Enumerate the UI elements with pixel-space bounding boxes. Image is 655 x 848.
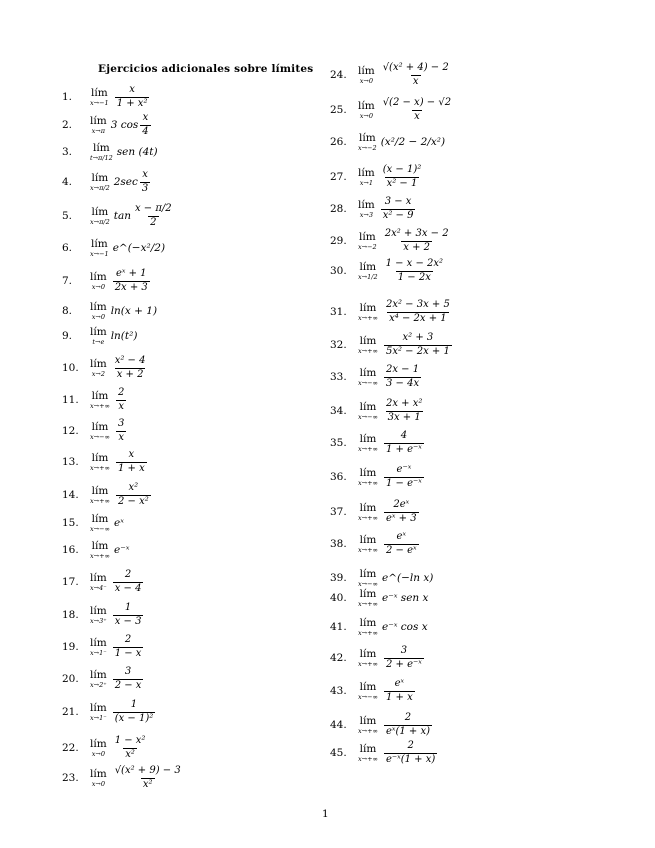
denominator: 2 − x² [117, 495, 149, 507]
limit-operator: lím x→+∞ [358, 534, 378, 554]
limit-subscript: x→−2 [358, 143, 377, 152]
limit-operator: lím x→3⁺ [90, 605, 107, 625]
exercise-number: 3. [62, 146, 73, 158]
expression: eˣ [113, 517, 124, 529]
expression: 3 cos [110, 119, 139, 131]
denominator: eˣ + 3 [385, 512, 417, 524]
limit-subscript: x→+∞ [358, 313, 378, 322]
denominator: x + 2 [116, 368, 144, 380]
fraction [384, 333, 452, 357]
expression: e⁻ˣ sen x [381, 592, 429, 604]
exercise-number: 44. [330, 719, 347, 731]
numerator: 2x² − 3x + 5 [385, 299, 450, 310]
limit-operator: lím x→π/2 [90, 206, 110, 226]
exercise-number: 41. [330, 621, 347, 633]
exercise-number: 43. [330, 685, 347, 697]
page-number: 1 [322, 808, 329, 820]
exercise-number: 6. [62, 242, 73, 254]
exercise-13 [62, 447, 149, 477]
numerator: 3 [117, 418, 125, 429]
fraction [384, 259, 446, 283]
numerator: √(x² + 9) − 3 [114, 765, 181, 776]
denominator: 4 [142, 125, 149, 137]
numerator: 2x² + 3x − 2 [384, 228, 449, 239]
exercise-41 [330, 612, 428, 642]
limit-subscript: x→+∞ [358, 444, 378, 453]
exercise-number: 20. [62, 673, 79, 685]
denominator: 2 [150, 216, 157, 228]
limit-operator: lím x→π/2 [90, 172, 110, 192]
exercise-number: 26. [330, 136, 347, 148]
limit-subscript: x→−∞ [358, 412, 378, 421]
limit-operator: lím x→0 [358, 100, 375, 120]
limit-subscript: t→e [92, 337, 105, 346]
limit-operator: lím x→−2 [358, 132, 377, 152]
limit-subscript: x→+∞ [90, 551, 110, 560]
exercise-number: 19. [62, 641, 79, 653]
limit-operator: lím x→−1 [90, 87, 109, 107]
fraction [116, 483, 151, 507]
numerator: √(2 − x) − √2 [382, 97, 452, 108]
limit-subscript: x→0 [359, 76, 373, 85]
exercise-40 [330, 579, 429, 613]
limit-operator: lím x→+∞ [90, 540, 110, 560]
limit-operator: lím x→+∞ [358, 743, 378, 763]
exercise-number: 14. [62, 489, 79, 501]
limit-subscript: x→3⁺ [90, 616, 107, 625]
denominator: x + 2 [403, 241, 430, 253]
fraction [384, 532, 419, 556]
exercise-number: 9. [62, 330, 73, 342]
limit-operator: lím x→+∞ [358, 648, 378, 668]
limit-subscript: x→+∞ [90, 496, 110, 505]
limit-subscript: x→2 [91, 369, 105, 378]
fraction [381, 165, 424, 189]
limit-subscript: x→+∞ [358, 754, 378, 763]
expression: e⁻ˣ [113, 544, 130, 556]
exercise-21 [62, 697, 157, 727]
expression: e^(−x²/2) [112, 242, 166, 254]
exercise-3 [62, 137, 158, 167]
exercise-number: 42. [330, 652, 347, 664]
denominator: (x − 1)² [114, 712, 154, 724]
exercise-number: 39. [330, 572, 347, 584]
limit-operator: lím x→−2 [358, 231, 377, 251]
fraction [381, 197, 416, 221]
exercise-14 [62, 480, 153, 510]
numerator: x² [128, 482, 139, 493]
numerator: (x − 1)² [382, 164, 422, 175]
fraction [113, 736, 148, 760]
exercise-number: 35. [330, 437, 347, 449]
denominator: 5x² − 2x + 1 [385, 345, 450, 357]
numerator: eˣ [394, 678, 405, 689]
limit-operator: lím x→+∞ [358, 302, 378, 322]
numerator: 2eˣ [393, 499, 410, 510]
limit-subscript: x→+∞ [358, 478, 378, 487]
limit-operator: lím x→−1 [90, 238, 109, 258]
fraction [384, 646, 424, 670]
exercise-34 [330, 396, 426, 426]
limit-operator: lím x→2⁺ [90, 669, 107, 689]
exercise-43 [330, 676, 417, 706]
exercise-27 [330, 162, 425, 192]
expression: ln(x + 1) [110, 305, 158, 317]
exercise-33 [330, 362, 423, 392]
limit-operator: lím x→+∞ [358, 617, 378, 637]
expression: ln(t²) [110, 330, 138, 342]
fraction [113, 603, 144, 627]
limit-operator: lím x→+∞ [90, 452, 110, 472]
fraction [384, 741, 437, 765]
limit-subscript: x→π/2 [90, 183, 110, 192]
denominator: 3 − 4x [385, 377, 420, 389]
limit-subscript: x→+∞ [358, 599, 378, 608]
exercise-number: 8. [62, 305, 73, 317]
fraction [113, 269, 150, 293]
fraction [140, 113, 150, 137]
fraction [115, 85, 150, 109]
numerator: x [128, 449, 135, 460]
denominator: e⁻ˣ(1 + x) [385, 753, 436, 765]
limit-subscript: x→π [91, 126, 106, 135]
limit-subscript: x→0 [91, 779, 105, 788]
exercise-number: 23. [62, 772, 79, 784]
limit-subscript: x→−∞ [358, 579, 378, 588]
limit-operator: lím x→−∞ [358, 367, 378, 387]
exercise-4 [62, 167, 152, 197]
exercise-37 [330, 497, 421, 527]
denominator: x⁴ − 2x + 1 [389, 312, 447, 324]
fraction [113, 356, 148, 380]
fraction [381, 98, 453, 122]
limit-subscript: x→−2 [358, 242, 377, 251]
limit-subscript: x→1 [359, 178, 373, 187]
limit-operator: lím x→0 [90, 738, 107, 758]
limit-subscript: x→−1 [90, 249, 109, 258]
limit-operator: lím x→−∞ [90, 513, 110, 533]
limit-operator: lím x→−∞ [358, 681, 378, 701]
limit-operator: lím x→−∞ [358, 401, 378, 421]
limit-subscript: x→+∞ [358, 346, 378, 355]
exercise-11 [62, 385, 128, 415]
limit-operator: lím t→e [90, 326, 107, 346]
fraction [133, 204, 174, 228]
exercise-31 [330, 297, 454, 327]
denominator: 3 [141, 182, 149, 194]
fraction [384, 399, 424, 423]
denominator: 3x + 1 [387, 411, 421, 423]
exercise-number: 29. [330, 235, 347, 247]
limit-subscript: x→0 [91, 749, 105, 758]
limit-subscript: x→0 [91, 312, 105, 321]
exercise-number: 12. [62, 425, 79, 437]
exercise-36 [330, 462, 426, 492]
exercise-29 [330, 226, 453, 256]
fraction [384, 679, 415, 703]
exercise-45 [330, 738, 439, 768]
limit-subscript: x→−∞ [358, 378, 378, 387]
exercise-5 [62, 201, 176, 231]
expression: (x²/2 − 2/x²) [380, 136, 446, 148]
page-title: Ejercicios adicionales sobre límites [98, 63, 314, 75]
denominator: x² [125, 748, 135, 760]
limit-subscript: x→1⁻ [90, 648, 107, 657]
fraction [384, 300, 452, 324]
limit-subscript: x→2⁺ [90, 680, 107, 689]
numerator: 2 [407, 740, 414, 751]
exercise-44 [330, 710, 434, 740]
limit-operator: lím x→1⁻ [90, 637, 107, 657]
expression: e⁻ˣ cos x [381, 621, 428, 633]
limit-subscript: x→0 [359, 111, 373, 120]
exercise-number: 45. [330, 747, 347, 759]
denominator: x [118, 400, 124, 412]
exercise-16 [62, 535, 129, 565]
exercise-number: 32. [330, 339, 347, 351]
expression: e^(−ln x) [381, 572, 434, 584]
denominator: 1 − 2x [397, 271, 431, 283]
denominator: x − 3 [114, 615, 142, 627]
limit-subscript: x→−∞ [358, 692, 378, 701]
numerator: 2 [124, 569, 132, 580]
limit-subscript: x→+∞ [358, 726, 378, 735]
limit-operator: lím x→+∞ [90, 390, 110, 410]
exercise-2 [62, 110, 153, 140]
limit-subscript: x→+∞ [358, 628, 378, 637]
exercise-9 [62, 321, 137, 351]
limit-subscript: x→+∞ [90, 463, 110, 472]
exercise-number: 27. [330, 171, 347, 183]
exercise-number: 16. [62, 544, 79, 556]
exercise-number: 31. [330, 306, 347, 318]
limit-operator: lím x→+∞ [358, 433, 378, 453]
denominator: eˣ(1 + x) [385, 725, 430, 737]
exercise-30 [330, 256, 447, 286]
exercise-26 [330, 127, 445, 157]
numerator: eˣ + 1 [115, 268, 147, 279]
limit-operator: lím t→π/12 [90, 142, 113, 162]
limit-operator: lím x→1 [358, 167, 375, 187]
limit-subscript: x→1⁻ [90, 713, 107, 722]
numerator: x [142, 112, 149, 123]
fraction [116, 450, 147, 474]
fraction [113, 766, 183, 790]
fraction [113, 667, 144, 691]
limit-subscript: x→+∞ [358, 545, 378, 554]
fraction [384, 500, 419, 524]
exercise-25 [330, 95, 455, 125]
exercise-number: 13. [62, 456, 79, 468]
limit-subscript: x→−1 [90, 98, 109, 107]
exercise-number: 33. [330, 371, 347, 383]
limit-operator: lím x→0 [358, 65, 375, 85]
exercise-number: 37. [330, 506, 347, 518]
numerator: x − π/2 [134, 203, 172, 214]
denominator: 1 + x² [116, 97, 148, 109]
numerator: 3 − x [384, 196, 412, 207]
exercise-number: 11. [62, 394, 79, 406]
denominator: x [412, 75, 419, 87]
exercise-number: 38. [330, 538, 347, 550]
limit-operator: lím x→+∞ [358, 588, 378, 608]
limit-operator: lím x→+∞ [358, 502, 378, 522]
exercise-38 [330, 529, 421, 559]
denominator: 1 − e⁻ˣ [385, 477, 422, 489]
numerator: x² − 4 [114, 355, 146, 366]
limit-subscript: x→+∞ [358, 513, 378, 522]
expression: tan [113, 210, 131, 222]
numerator: eˣ [396, 531, 406, 542]
exercise-number: 17. [62, 576, 79, 588]
limit-operator: lím x→4⁻ [90, 572, 107, 592]
fraction [113, 635, 144, 659]
exercise-number: 1. [62, 91, 73, 103]
exercise-23 [62, 763, 185, 793]
exercise-number: 22. [62, 742, 79, 754]
denominator: 2 − eˣ [385, 544, 417, 556]
exercise-number: 34. [330, 405, 347, 417]
fraction [113, 700, 156, 724]
denominator: 1 − x [114, 647, 142, 659]
exercise-number: 15. [62, 517, 79, 529]
exercise-number: 40. [330, 592, 347, 604]
denominator: 1 + e⁻ˣ [385, 443, 422, 455]
limit-subscript: x→4⁻ [90, 583, 107, 592]
fraction [384, 431, 424, 455]
numerator: 1 [124, 602, 132, 613]
numerator: e⁻ˣ [396, 464, 412, 475]
limit-operator: lím x→π [90, 115, 107, 135]
limit-operator: lím x→+∞ [358, 467, 378, 487]
denominator: 2 + e⁻ˣ [385, 658, 422, 670]
limit-operator: lím x→0 [90, 271, 107, 291]
limit-operator: lím x→2 [90, 358, 107, 378]
fraction [384, 465, 424, 489]
limit-subscript: x→1/2 [358, 272, 378, 281]
denominator: 2 − x [114, 679, 142, 691]
limit-operator: lím x→0 [90, 301, 107, 321]
exercise-number: 18. [62, 609, 79, 621]
denominator: 2x + 3 [114, 281, 148, 293]
denominator: 1 + x [385, 691, 413, 703]
limit-subscript: t→π/12 [90, 153, 113, 162]
exercise-1 [62, 82, 151, 112]
exercise-12 [62, 416, 128, 446]
exercise-19 [62, 632, 145, 662]
exercise-10 [62, 353, 149, 383]
exercise-number: 36. [330, 471, 347, 483]
fraction [381, 63, 451, 87]
limit-operator: lím x→3 [358, 199, 375, 219]
numerator: 2 [404, 712, 412, 723]
denominator: x − 4 [114, 582, 142, 594]
exercise-number: 30. [330, 265, 347, 277]
limit-subscript: x→3 [359, 210, 373, 219]
exercise-32 [330, 330, 454, 360]
limit-subscript: x→π/2 [90, 217, 110, 226]
denominator: x² − 1 [386, 177, 418, 189]
expression: sen (4t) [116, 146, 158, 158]
exercise-number: 25. [330, 104, 347, 116]
limit-operator: lím x→−∞ [90, 421, 110, 441]
exercise-15 [62, 508, 124, 538]
limit-subscript: x→+∞ [358, 659, 378, 668]
limit-operator: lím x→+∞ [358, 715, 378, 735]
limit-operator: lím x→1⁻ [90, 702, 107, 722]
numerator: x [129, 84, 135, 95]
denominator: x² [142, 778, 153, 790]
numerator: 3 [400, 645, 408, 656]
fraction [384, 365, 421, 389]
limit-subscript: x→−∞ [90, 432, 110, 441]
numerator: 4 [400, 430, 408, 441]
limit-operator: lím x→+∞ [90, 485, 110, 505]
denominator: x [118, 431, 124, 443]
exercise-42 [330, 643, 426, 673]
exercise-17 [62, 567, 145, 597]
fraction [384, 713, 432, 737]
exercise-28 [330, 194, 417, 224]
limit-subscript: x→+∞ [90, 401, 110, 410]
numerator: √(x² + 4) − 2 [382, 62, 449, 73]
limit-subscript: x→0 [91, 282, 105, 291]
fraction [140, 170, 150, 194]
numerator: x [142, 169, 148, 180]
numerator: 3 [124, 666, 132, 677]
expression: 2sec [113, 176, 138, 188]
numerator: 2 [117, 387, 125, 398]
exercise-6 [62, 233, 165, 263]
numerator: 1 [130, 699, 138, 710]
limit-operator: lím x→1/2 [358, 261, 378, 281]
limit-operator: lím x→+∞ [358, 335, 378, 355]
exercise-number: 10. [62, 362, 79, 374]
exercise-22 [62, 733, 149, 763]
numerator: 2x − 1 [385, 364, 420, 375]
fraction [383, 229, 451, 253]
fraction [116, 388, 126, 412]
numerator: 1 − x² [114, 735, 146, 746]
exercise-number: 21. [62, 706, 79, 718]
exercise-24 [330, 60, 453, 90]
numerator: 1 − x − 2x² [385, 258, 444, 269]
numerator: x² + 3 [402, 332, 434, 343]
exercise-number: 7. [62, 275, 73, 287]
numerator: 2x + x² [385, 398, 423, 409]
denominator: x [414, 110, 420, 122]
exercise-number: 4. [62, 176, 73, 188]
exercise-number: 2. [62, 119, 73, 131]
exercise-number: 24. [330, 69, 347, 81]
limit-operator: lím x→0 [90, 768, 107, 788]
limit-subscript: x→−∞ [90, 524, 110, 533]
exercise-number: 5. [62, 210, 73, 222]
denominator: x² − 9 [382, 209, 414, 221]
exercise-20 [62, 664, 145, 694]
fraction [116, 419, 126, 443]
exercise-18 [62, 600, 145, 630]
limit-operator: lím x→−∞ [358, 568, 378, 588]
exercise-7 [62, 266, 152, 296]
exercise-35 [330, 428, 426, 458]
denominator: 1 + x [117, 462, 145, 474]
numerator: 2 [124, 634, 132, 645]
exercise-number: 28. [330, 203, 347, 215]
fraction [113, 570, 144, 594]
